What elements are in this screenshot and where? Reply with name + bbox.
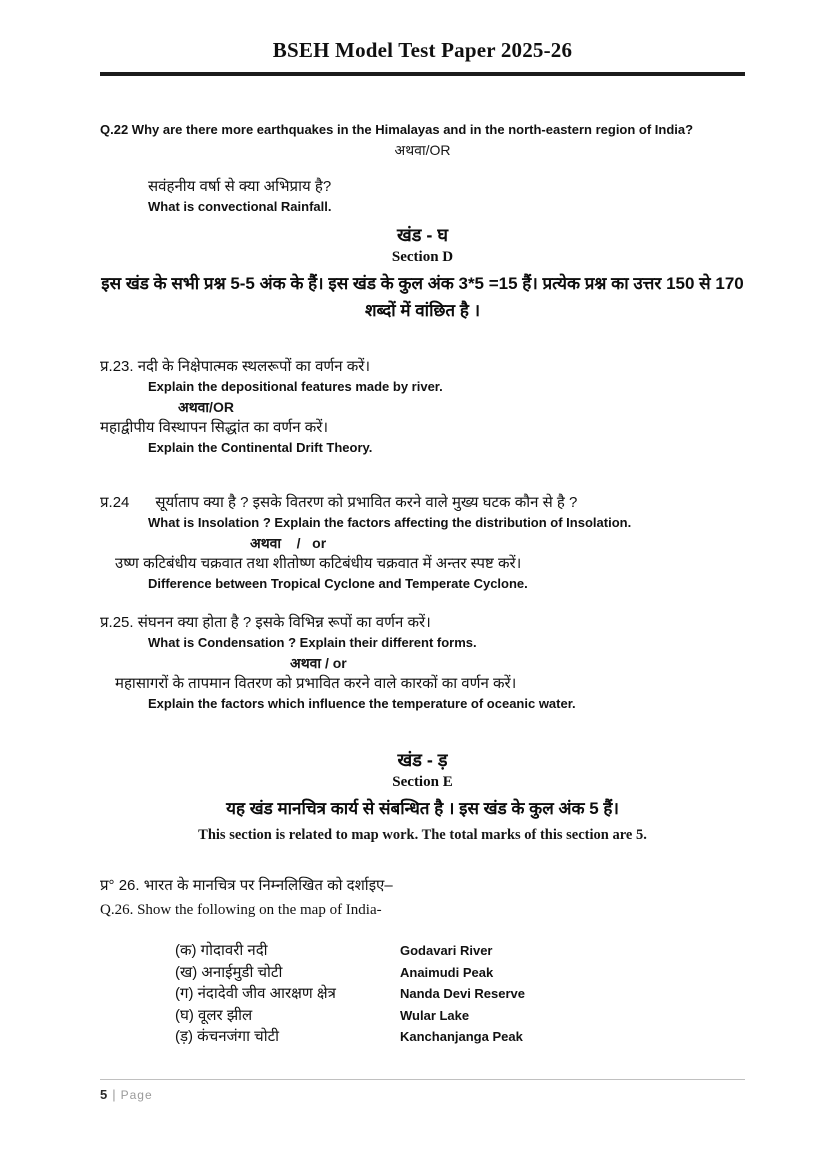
footer-page-number: 5 [100, 1087, 108, 1102]
q23-alt-question-en: Explain the Continental Drift Theory. [148, 440, 373, 455]
map-item-hi: (क) गोदावरी नदी [175, 942, 268, 959]
section-e-instructions-hi: यह खंड मानचित्र कार्य से संबन्धित है । इस खंड के कुल अंक 5 हैं। [226, 799, 619, 818]
list-item [175, 962, 745, 984]
map-item-hi: (ग) नंदादेवी जीव आरक्षण क्षेत्र [175, 985, 336, 1002]
page-header [100, 38, 745, 76]
q24-number: प्र.24 [100, 494, 130, 511]
section-d-instructions: इस खंड के सभी प्रश्न 5-5 अंक के हैं। इस खंड के कुल अंक 3*5 =15 हैं। प्रत्येक प्रश्न का उत्तर 150 से 170 शब्दों में वांछित है । [101, 274, 744, 320]
map-item-en: Kanchanjanga Peak [400, 1029, 523, 1044]
q24-question-hi-line [100, 492, 745, 513]
q24-question-en: What is Insolation ? Explain the factors affecting the distribution of Insolation. [148, 515, 632, 530]
section-e-heading-hi: खंड - ड़ [397, 750, 448, 770]
q25-question-en: What is Condensation ? Explain their different forms. [148, 635, 477, 650]
q25-alt-question-hi: महासागरों के तापमान वितरण को प्रभावित करने वाले कारकों का वर्णन करें। [115, 675, 517, 692]
q26-question-hi: प्र° 26. भारत के मानचित्र पर निम्नलिखित को दर्शाइए– [100, 877, 393, 894]
q23-or-divider: अथवा/OR [178, 399, 234, 415]
page-footer [100, 1079, 745, 1102]
page-title: BSEH Model Test Paper 2025-26 [272, 38, 573, 62]
list-item [175, 1005, 745, 1027]
map-item-en: Nanda Devi Reserve [400, 986, 526, 1001]
section-e-instructions-en: This section is related to map work. The total marks of this section are 5. [198, 827, 647, 843]
map-item-hi: (घ) वूलर झील [175, 1006, 253, 1024]
header-rule [100, 72, 745, 76]
list-item [175, 940, 745, 962]
question-22-block [100, 120, 745, 217]
list-item [175, 983, 745, 1005]
q25-alt-question-en: Explain the factors which influence the temperature of oceanic water. [148, 696, 576, 711]
q22-question-en: Q.22 Why are there more earthquakes in the Himalayas and in the north-eastern region of India? [100, 122, 694, 137]
map-item-en: Anaimudi Peak [400, 964, 494, 980]
q22-or-divider: अथवा/OR [394, 142, 451, 158]
footer-separator: | [112, 1087, 116, 1102]
q25-or-divider: अथवा / or [290, 655, 347, 671]
map-item-en: Godavari River [400, 943, 493, 958]
q26-question-en: Q.26. Show the following on the map of India- [100, 902, 382, 918]
q24-alt-question-hi: उष्ण कटिबंधीय चक्रवात तथा शीतोष्ण कटिबंधीय चक्रवात में अन्तर स्पष्ट करें। [115, 555, 522, 572]
q22-alt-question-en: What is convectional Rainfall. [148, 199, 332, 214]
q25-question-hi: प्र.25. संघनन क्या होता है ? इसके विभिन्न रूपों का वर्णन करें। [100, 614, 431, 631]
question-24-block [100, 492, 745, 594]
q26-map-items-list [175, 940, 745, 1048]
map-item-hi: (ख) अनाईमुडी चोटी [175, 963, 283, 981]
q24-alt-question-en: Difference between Tropical Cyclone and Temperate Cyclone. [148, 576, 528, 591]
map-item-en: Wular Lake [400, 1007, 470, 1023]
footer-page-label: Page [120, 1088, 153, 1102]
q22-alternative [100, 176, 745, 217]
list-item [175, 1026, 745, 1048]
q22-alt-question-hi: सवंहनीय वर्षा से क्या अभिप्राय है? [148, 178, 332, 195]
question-23-block [100, 356, 745, 458]
section-d-heading-hi: खंड - घ [397, 225, 448, 245]
q24-or-divider: अथवा / or [250, 535, 327, 551]
q23-question-en: Explain the depositional features made by river. [148, 379, 443, 394]
q24-question-hi: सूर्याताप क्या है ? इसके वितरण को प्रभावित करने वाले मुख्य घटक कौन से है ? [155, 494, 578, 511]
question-25-block [100, 612, 745, 714]
section-d-heading-en: Section D [391, 249, 454, 265]
section-e-heading-en: Section E [392, 774, 453, 790]
q23-alt-question-hi: महाद्वीपीय विस्थापन सिद्धांत का वर्णन करें। [100, 419, 329, 436]
question-26-block [100, 875, 745, 1048]
map-item-hi: (ड़) कंचनजंगा चोटी [175, 1028, 280, 1045]
section-e-block [100, 748, 745, 845]
section-d-block [100, 223, 745, 324]
q23-question-hi: प्र.23. नदी के निक्षेपात्मक स्थलरूपों का वर्णन करें। [100, 358, 371, 375]
